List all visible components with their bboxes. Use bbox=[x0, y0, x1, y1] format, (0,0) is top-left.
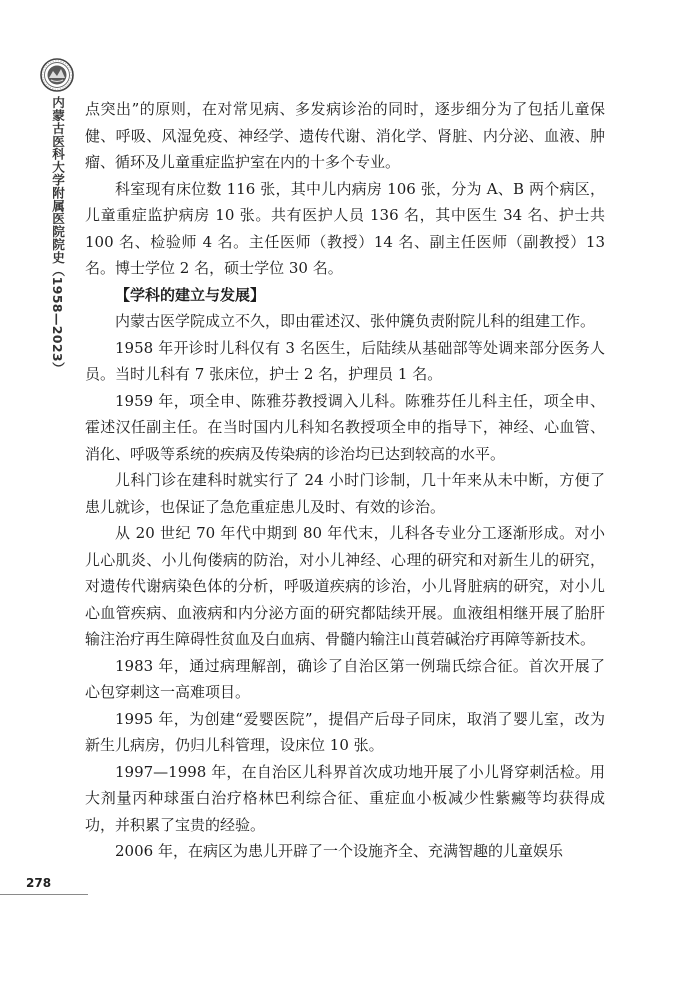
paragraph: 科室现有床位数 116 张，其中儿内病房 106 张，分为 A、B 两个病区，儿童重症监护病房 10 张。共有医护人员 136 名，其中医生 34 名、护士共 100 名、检验师 4 名。主任医师（教授）14 名、副主任医师（副教授）13 名。博士学位 2 名，硕士学位 30 名。 bbox=[85, 179, 605, 277]
university-emblem-icon bbox=[40, 58, 74, 92]
paragraph: 1958 年开诊时儿科仅有 3 名医生，后陆续从基础部等处调来部分医务人员。当时儿科有 7 张床位，护士 2 名，护理员 1 名。 bbox=[85, 338, 605, 383]
body-text bbox=[85, 96, 605, 865]
running-head-book-title bbox=[46, 96, 68, 375]
book-title-text: 内蒙古医科大学附属医院院史 bbox=[50, 96, 65, 264]
paragraph: 儿科门诊在建科时就实行了 24 小时门诊制，几十年来从未中断，方便了患儿就诊，也保证了急危重症患儿及时、有效的诊治。 bbox=[85, 471, 605, 516]
paragraph: 1995 年，为创建“爱婴医院”，提倡产后母子同床，取消了婴儿室，改为新生儿病房，仍归儿科管理，设床位 10 张。 bbox=[85, 709, 605, 754]
paragraph: 1997—1998 年，在自治区儿科界首次成功地开展了小儿肾穿刺活检。用大剂量丙种球蛋白治疗格林巴利综合征、重症血小板减少性紫癜等均获得成功，并积累了宝贵的经验。 bbox=[85, 762, 605, 834]
page-number: 278 bbox=[26, 876, 52, 890]
paragraph: 1983 年，通过病理解剖，确诊了自治区第一例瑞氏综合征。首次开展了心包穿刺这一高难项目。 bbox=[85, 656, 605, 701]
paragraph: 内蒙古医学院成立不久，即由霍述汉、张仲篪负责附院儿科的组建工作。 bbox=[115, 312, 596, 330]
paragraph: 2006 年，在病区为患儿开辟了一个设施齐全、充满智趣的儿童娱乐 bbox=[115, 842, 563, 860]
paragraph: 从 20 世纪 70 年代中期到 80 年代末，儿科各专业分工逐渐形成。对小儿心肌炎、小儿佝偻病的防治，对小儿神经、心理的研究和对新生儿的研究，对遗传代谢病染色体的分析，呼吸道疾病的诊治，小儿肾脏病的研究，对小儿心血管疾病、血液病和内分泌方面的研究都陆续开展。血液组相继开展了胎肝输注治疗再生障碍性贫血及白血病、骨髓内输注山莨菪碱治疗再障等新技术。 bbox=[85, 524, 605, 648]
book-years-text: （1958—2023） bbox=[50, 263, 65, 375]
paragraph: 1959 年，项全申、陈雅芬教授调入儿科。陈雅芬任儿科主任，项全申、霍述汉任副主任。在当时国内儿科知名教授项全申的指导下，神经、心血管、消化、呼吸等系统的疾病及传染病的诊治均已达到较高的水平。 bbox=[85, 391, 605, 463]
paragraph-continued: 点突出”的原则，在对常见病、多发病诊治的同时，逐步细分为了包括儿童保健、呼吸、风湿免疫、神经学、遗传代谢、消化学、肾脏、内分泌、血液、肿瘤、循环及儿童重症监护室在内的十多个专业。 bbox=[85, 100, 605, 171]
page-number-rule bbox=[0, 894, 88, 895]
section-heading: 【学科的建立与发展】 bbox=[115, 285, 266, 304]
